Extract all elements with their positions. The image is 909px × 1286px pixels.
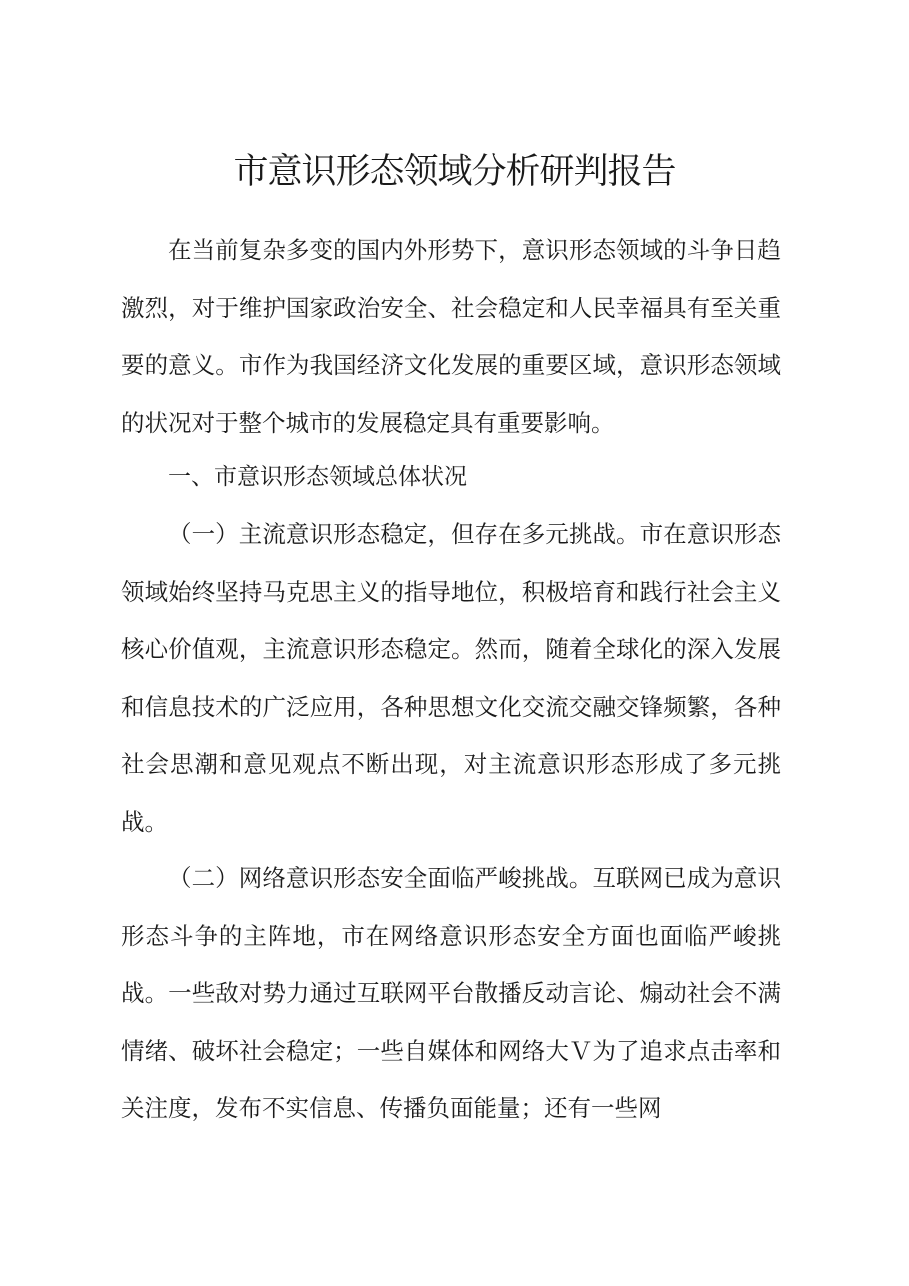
subsection-paragraph-1: （一）主流意识形态稳定，但存在多元挑战。市在意识形态领域始终坚持马克思主义的指导地位，积极培育和践行社会主义核心价值观，主流意识形态稳定。然而，随着全球化的深入发展和信息技术的广泛应用，各种思想文化交流交融交锋频繁，各种社会思潮和意见观点不断出现，对主流意识形态形成了多元挑战。 [121, 520, 781, 836]
subsection-paragraph-2: （二）网络意识形态安全面临严峻挑战。互联网已成为意识形态斗争的主阵地，市在网络意识形态安全方面也面临严峻挑战。一些敌对势力通过互联网平台散播反动言论、煽动社会不满情绪、破坏社会稳定；一些自媒体和网络大Ｖ为了追求点击率和关注度，发布不实信息、传播负面能量；还有一些网 [121, 864, 781, 1123]
document-title: 市意识形态领域分析研判报告 [233, 152, 676, 192]
intro-paragraph: 在当前复杂多变的国内外形势下，意识形态领域的斗争日趋激烈，对于维护国家政治安全、社会稳定和人民幸福具有至关重要的意义。市作为我国经济文化发展的重要区域，意识形态领域的状况对于整个城市的发展稳定具有重要影响。 [121, 236, 781, 437]
section-heading: 一、市意识形态领域总体状况 [168, 464, 467, 490]
